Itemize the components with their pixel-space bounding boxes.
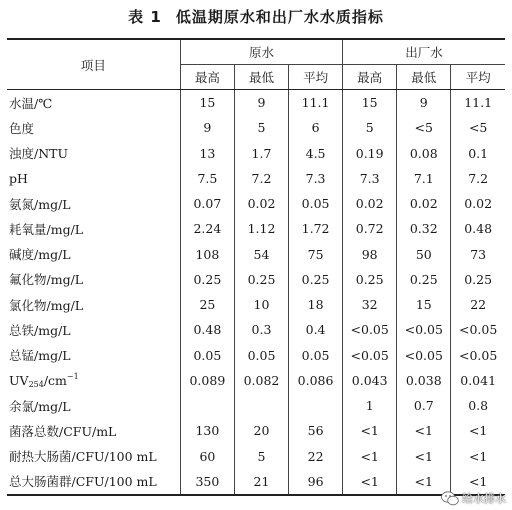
table-cell: <1 [397,418,451,443]
table-cell: 0.4 [289,317,343,342]
table-cell: 0.48 [451,216,505,241]
table-cell: 0.07 [180,191,234,216]
table-cell: 0.25 [180,267,234,292]
wechat-icon [441,491,459,506]
table-cell: 4.5 [289,141,343,166]
table-cell: 9 [180,115,234,140]
row-label: 菌落总数/CFU/mL [9,423,117,439]
row-label: 氨氮/mg/L [9,196,71,212]
table-cell: <0.05 [343,317,397,342]
table-caption: 低温期原水和出厂水水质指标 [175,8,384,26]
table-cell: 0.043 [343,368,397,393]
row-label: 总锰/mg/L [9,348,71,364]
table-cell: 0.25 [343,267,397,292]
table-cell: 2.24 [180,216,234,241]
table-cell: 0.02 [234,191,288,216]
water-quality-table [7,38,505,496]
row-label: 氟化物/mg/L [9,272,84,288]
table-cell: 0.02 [397,191,451,216]
table-cell: 0.038 [397,368,451,393]
table-cell: 20 [234,418,288,443]
table-cell: 21 [234,469,288,495]
table-cell: <0.05 [343,343,397,368]
table-row [7,115,505,140]
table-cell: <0.05 [451,317,505,342]
table-cell: 75 [289,242,343,267]
table-row [7,141,505,166]
table-cell: <1 [397,444,451,469]
table-cell: 0.25 [289,267,343,292]
table-cell: 15 [180,90,234,116]
table-cell: 32 [343,292,397,317]
table-cell: 0.7 [397,393,451,418]
table-number: 表 1 [128,8,162,26]
header-raw-max: 最高 [180,65,234,90]
table-cell: 56 [289,418,343,443]
header-raw-avg: 平均 [289,65,343,90]
table-cell: 54 [234,242,288,267]
table-cell: 0.086 [289,368,343,393]
table-cell: 1 [343,393,397,418]
table-cell: <0.05 [397,343,451,368]
header-raw-min: 最低 [234,65,288,90]
table-cell: 108 [180,242,234,267]
table-cell: 7.2 [234,166,288,191]
table-cell: 98 [343,242,397,267]
header-out-max: 最高 [343,65,397,90]
header-out-avg: 平均 [451,65,505,90]
table-cell: 0.3 [234,317,288,342]
table-cell [289,393,343,418]
row-label: 色度 [9,120,35,136]
table-cell: 15 [343,90,397,116]
table-row [7,216,505,241]
table-body [7,90,505,496]
table-cell: 15 [397,292,451,317]
header-group-finished-water: 出厂水 [343,39,505,65]
table-cell: 0.05 [180,343,234,368]
table-cell: 1.7 [234,141,288,166]
table-cell: 1.72 [289,216,343,241]
row-label-part: −1 [66,371,79,381]
row-label: 浊度/NTU [9,146,69,162]
table-row [7,267,505,292]
table-cell: 0.05 [289,191,343,216]
header-group-raw-water: 原水 [180,39,342,65]
table-cell: 22 [289,444,343,469]
table-cell: 25 [180,292,234,317]
table-cell: 5 [234,115,288,140]
row-label: 总铁/mg/L [9,322,71,338]
table-cell: 5 [234,444,288,469]
table-cell: 0.05 [234,343,288,368]
table-cell: 60 [180,444,234,469]
table-cell: 9 [397,90,451,116]
table-cell: 7.5 [180,166,234,191]
table-cell: 18 [289,292,343,317]
table-cell: 6 [289,115,343,140]
table-cell: 96 [289,469,343,495]
table-cell: 350 [180,469,234,495]
table-cell: 0.72 [343,216,397,241]
table-cell: 0.082 [234,368,288,393]
table-row [7,191,505,216]
table-cell: <1 [343,444,397,469]
table-cell: <1 [451,418,505,443]
table-cell: 9 [234,90,288,116]
table-cell: 0.48 [180,317,234,342]
table-title [0,6,512,27]
table-cell: <1 [451,444,505,469]
table-row [7,317,505,342]
table-cell: 73 [451,242,505,267]
table-cell: <1 [451,469,505,495]
row-label: 余氯/mg/L [9,398,71,414]
table-cell: 0.05 [289,343,343,368]
row-label: 耐热大肠菌/CFU/100 mL [9,449,157,465]
table-cell: 0.25 [451,267,505,292]
table-cell: 0.8 [451,393,505,418]
table-cell: <5 [397,115,451,140]
row-label-part: /cm [43,372,67,388]
row-label-part: 254 [28,379,44,389]
table-cell: <1 [343,469,397,495]
row-label: 碱度/mg/L [9,247,71,263]
watermark-text: 给水排水 [462,492,506,505]
table-cell: <1 [397,469,451,495]
table-row [7,242,505,267]
table-cell: 0.041 [451,368,505,393]
table-cell: <5 [451,115,505,140]
row-label: pH [9,170,28,186]
table-cell: <0.05 [451,343,505,368]
table-cell: 1.12 [234,216,288,241]
table-row [7,418,505,443]
table-row [7,166,505,191]
watermark [441,490,506,506]
table-cell: 7.2 [451,166,505,191]
table-cell: 0.02 [343,191,397,216]
table-row [7,393,505,418]
table-row [7,343,505,368]
table-cell: 0.1 [451,141,505,166]
table-row [7,368,505,393]
table-cell: 0.089 [180,368,234,393]
row-label: 水温/℃ [9,95,53,111]
header-out-min: 最低 [397,65,451,90]
header-item: 项目 [7,39,180,90]
table-cell [234,393,288,418]
table-cell: 13 [180,141,234,166]
table-cell: 0.08 [397,141,451,166]
table-row [7,444,505,469]
table-cell: 0.19 [343,141,397,166]
table-cell: 7.3 [289,166,343,191]
table-cell: 0.32 [397,216,451,241]
table-row [7,469,505,495]
row-label: 氯化物/mg/L [9,297,84,313]
table-cell: <0.05 [397,317,451,342]
table-cell: 0.02 [451,191,505,216]
table-cell: 22 [451,292,505,317]
table-cell: 11.1 [289,90,343,116]
table-cell [180,393,234,418]
table-cell: 11.1 [451,90,505,116]
table-cell: 0.25 [234,267,288,292]
table-cell: 5 [343,115,397,140]
table-cell: 130 [180,418,234,443]
table-cell: 0.25 [397,267,451,292]
table-row [7,90,505,116]
row-label-part: UV [9,372,29,388]
table-cell: <1 [343,418,397,443]
row-label [7,368,180,393]
row-label: 总大肠菌群/CFU/100 mL [7,469,180,495]
table-cell: 10 [234,292,288,317]
row-label: 耗氧量/mg/L [9,221,84,237]
table-cell: 7.1 [397,166,451,191]
table-cell: 7.3 [343,166,397,191]
table-cell: 50 [397,242,451,267]
table-row [7,292,505,317]
